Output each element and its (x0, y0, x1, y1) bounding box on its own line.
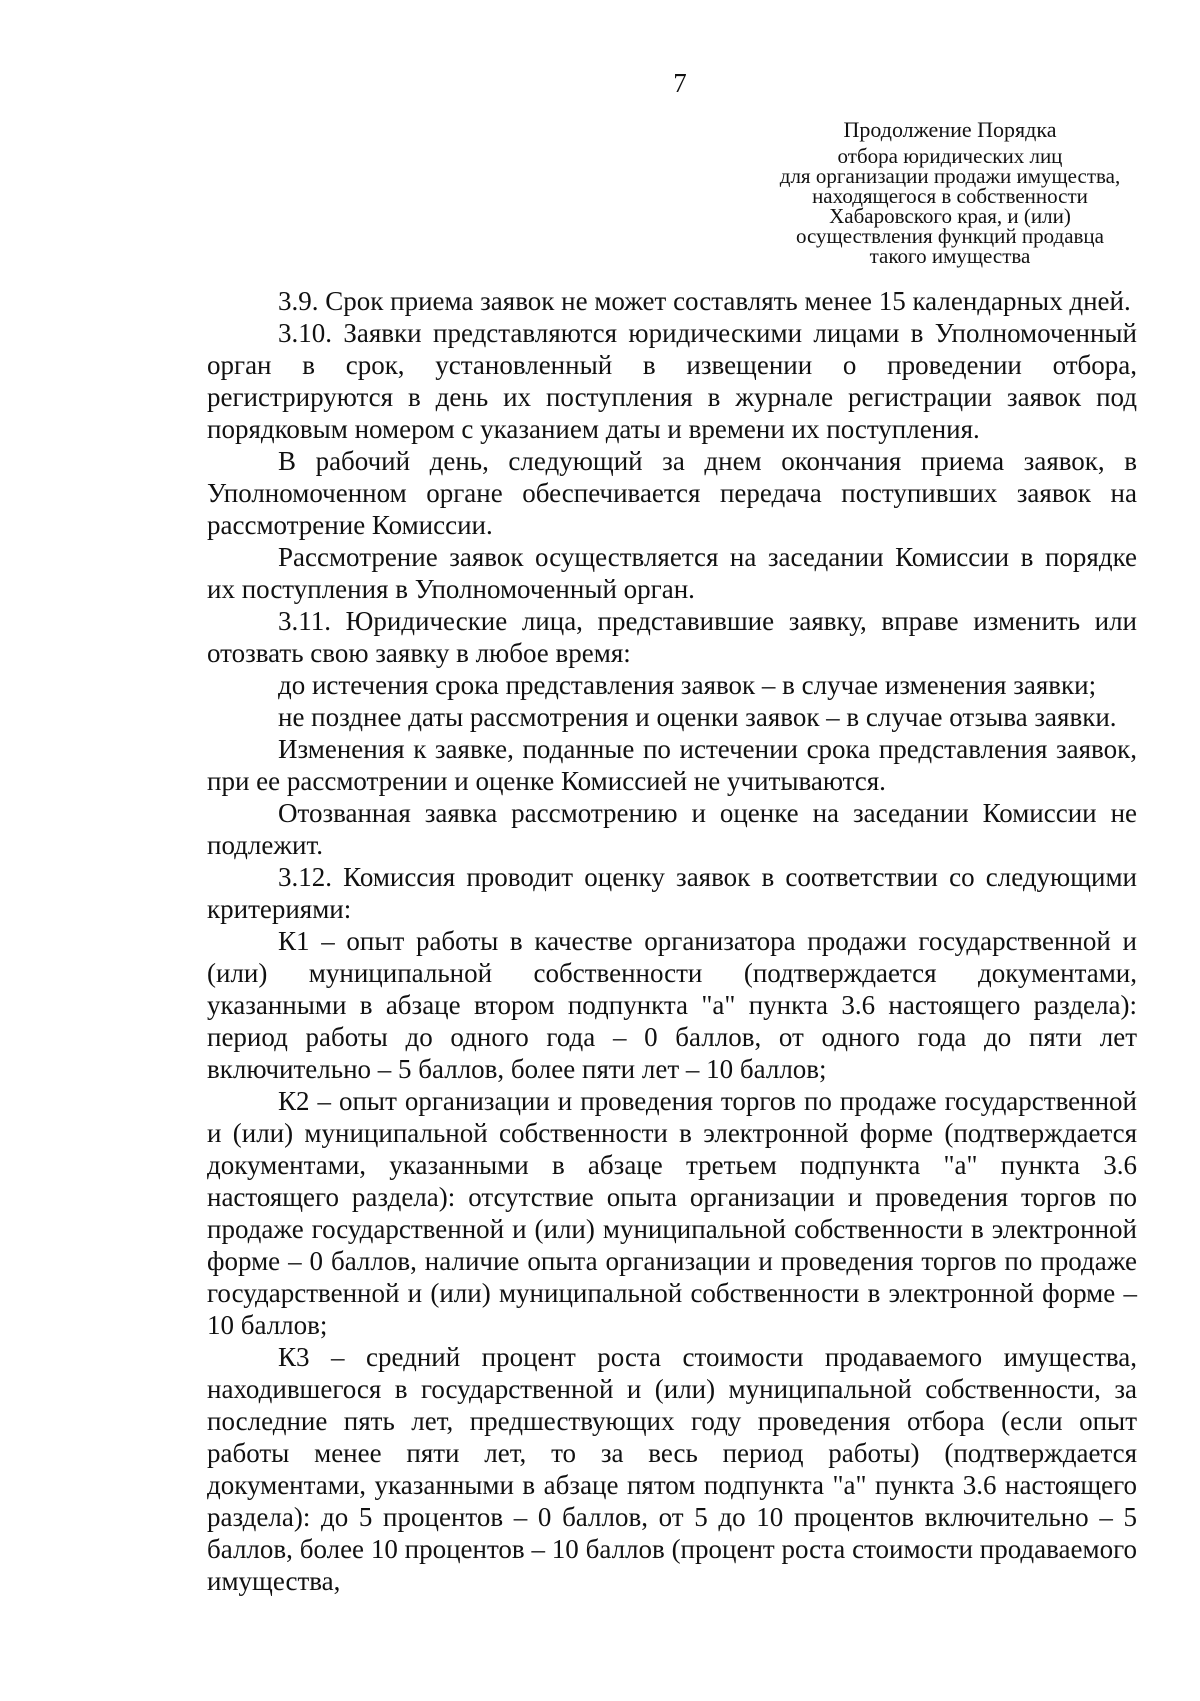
criterion-k1: К1 – опыт работы в качестве организатора продажи государственной и (или) муниципальной собственности (подтверждается документами, указанными в абзаце втором подпункта "а" пункта 3.6 настоящего раздела): период работы до одного года – 0 баллов, от одного года до пяти лет включительно – 5 баллов, более пяти лет – 10 баллов; (207, 926, 1137, 1084)
paragraph-3-12: 3.12. Комиссия проводит оценку заявок в соответствии со следующими критериями: (207, 862, 1137, 924)
header-line: отбора юридических лиц (837, 144, 1063, 168)
header-line: такого имущества (869, 244, 1031, 268)
header-line: осуществления функций продавца (795, 224, 1104, 248)
document-body (207, 285, 1137, 1597)
criterion-k2: К2 – опыт организации и проведения торгов по продаже государственной и (или) муниципальной собственности в электронной форме (подтверждается документами, указанными в абзаце третьем подпункта "а" пункта 3.6 настоящего раздела): отсутствие опыта организации и проведения торгов по продаже государственной и (или) муниципальной собственности в электронной форме – 0 баллов, наличие опыта организации и проведения торгов по продаже государственной и (или) муниципальной собственности в электронной форме – 10 баллов; (207, 1086, 1137, 1340)
paragraph: В рабочий день, следующий за днем окончания приема заявок, в Уполномоченном органе обеспечивается передача поступивших заявок на рассмотрение Комиссии. (207, 446, 1137, 540)
criterion-k3: К3 – средний процент роста стоимости продаваемого имущества, находившегося в государственной и (или) муниципальной собственности, за последние пять лет, предшествующих году проведения отбора (если опыт работы менее пяти лет, то за весь период работы) (подтверждается документами, указанными в абзаце пятом подпункта "а" пункта 3.6 настоящего раздела): до 5 процентов – 0 баллов, от 5 до 10 процентов включительно – 5 баллов, более 10 процентов – 10 баллов (процент роста стоимости продаваемого имущества, (207, 1342, 1137, 1596)
paragraph: не позднее даты рассмотрения и оценки заявок – в случае отзыва заявки. (278, 702, 1117, 732)
paragraph-3-10: 3.10. Заявки представляются юридическими лицами в Уполномоченный орган в срок, установленный в извещении о проведении отбора, регистрируются в день их поступления в журнале регистрации заявок под порядковым номером с указанием даты и времени их поступления. (207, 318, 1137, 444)
header-line: Продолжение Порядка (843, 117, 1057, 142)
paragraph-3-11: 3.11. Юридические лица, представившие заявку, вправе изменить или отозвать свою заявку в любое время: (207, 606, 1137, 668)
paragraph: Изменения к заявке, поданные по истечении срока представления заявок, при ее рассмотрении и оценке Комиссией не учитываются. (207, 734, 1137, 796)
document-header (740, 117, 1160, 268)
header-line: для организации продажи имущества, (779, 164, 1121, 188)
page-number: 7 (673, 68, 687, 98)
paragraph: до истечения срока представления заявок – в случае изменения заявки; (278, 670, 1097, 700)
header-line: находящегося в собственности (812, 184, 1088, 208)
paragraph-3-9: 3.9. Срок приема заявок не может составлять менее 15 календарных дней. (278, 286, 1131, 316)
paragraph: Рассмотрение заявок осуществляется на заседании Комиссии в порядке их поступления в Уполномоченный орган. (207, 542, 1137, 604)
paragraph: Отозванная заявка рассмотрению и оценке на заседании Комиссии не подлежит. (207, 798, 1137, 860)
header-line: Хабаровского края, и (или) (829, 204, 1071, 228)
